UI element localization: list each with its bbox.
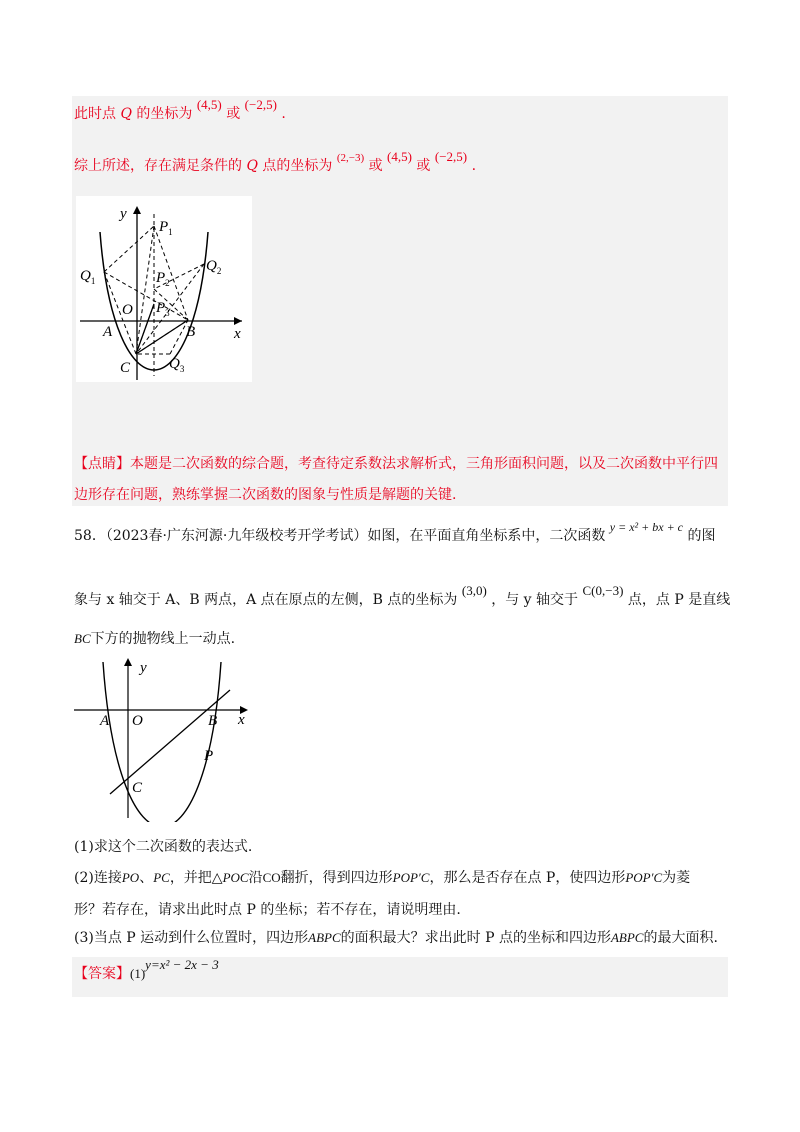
segment-name: PO: [121, 870, 140, 885]
quadrilateral-name: POP′C: [392, 870, 430, 885]
part-text: 的最大面积.: [643, 930, 718, 946]
label-P1: $P_1$: [159, 219, 173, 237]
comment-line-2: [74, 485, 456, 505]
question-text: 58．（2023春·广东河源·九年级校考开学考试）如图，在平面直角坐标系中，二次函数: [74, 528, 606, 544]
part-text: ，并把△: [169, 870, 223, 886]
segment-name: PC: [153, 870, 170, 885]
answer-number: (1): [130, 966, 146, 981]
y-axis-label: y: [140, 660, 147, 676]
part-3: [74, 928, 718, 948]
triangle-name: POC: [222, 870, 249, 885]
label-O: O: [122, 302, 133, 318]
label-Q2: $Q_2$: [206, 258, 222, 276]
label-C: C: [120, 360, 131, 376]
part-text: 为菱: [662, 870, 691, 886]
text-segment: .: [281, 106, 286, 122]
label-P2: $P_2$: [156, 270, 170, 288]
figure-1-svg: [76, 196, 252, 382]
coordinate: C(0,−3): [582, 583, 624, 598]
figure-parabola-parallelograms: [76, 196, 252, 382]
y-axis-label: y: [120, 206, 127, 222]
label-P: P: [204, 748, 214, 764]
text-segment: 点的坐标为: [262, 158, 333, 174]
coordinate: (3,0): [461, 583, 487, 598]
question-text: 的图: [687, 528, 716, 544]
label-B: B: [186, 324, 196, 340]
figure-2-svg: [70, 652, 260, 822]
solution-line-1: [74, 97, 286, 124]
answer-tag: 【答案】: [74, 966, 130, 982]
quadrilateral-name: ABPC: [308, 930, 341, 945]
coordinate: (−2,5): [244, 97, 277, 112]
label-B: B: [208, 713, 218, 729]
point-name: Q: [246, 158, 258, 174]
question-text: 点，点 P 是直线: [627, 592, 731, 608]
figure-parabola-line-bc: [70, 652, 260, 822]
question-line-1: [74, 520, 716, 546]
answer-expression: y=x² − 2x − 3: [145, 957, 219, 972]
part-text: 翻折，得到四边形: [280, 870, 393, 886]
label-O: O: [132, 713, 143, 729]
x-axis-label: x: [234, 326, 241, 342]
label-C: C: [132, 780, 143, 796]
x-axis-label: x: [238, 712, 245, 728]
text-segment: 此时点: [74, 106, 116, 122]
label-Q3: $Q_3$: [169, 356, 185, 374]
text-segment: 综上所述，存在满足条件的: [74, 158, 242, 174]
point-name: Q: [120, 106, 132, 122]
question-line-3: [74, 629, 235, 649]
text-segment: 的坐标为: [136, 106, 193, 122]
coordinate: (−2,5): [434, 149, 468, 164]
label-A: A: [103, 324, 113, 340]
part-2-line-1: [74, 868, 690, 888]
answer-line: [74, 957, 219, 984]
coordinate: (2,−3): [336, 152, 365, 164]
part-text: (1)求这个二次函数的表达式.: [74, 839, 253, 855]
label-P3: $P_3$: [156, 300, 170, 318]
question-line-2: [74, 583, 731, 610]
question-text: 下方的抛物线上一动点.: [90, 631, 236, 647]
text-segment: 或: [416, 158, 431, 174]
segment-name: BC: [74, 631, 91, 646]
quadrilateral-name: ABPC: [610, 930, 644, 945]
part-1: [74, 837, 252, 857]
function-expression: y = x² + bx + c: [609, 520, 683, 534]
label-Q1: $Q_1$: [80, 268, 96, 286]
part-text: 、: [139, 870, 154, 886]
part-text: 沿: [248, 870, 263, 886]
part-text: 形？若存在，请求出此时点 P 的坐标；若不存在，请说明理由.: [74, 902, 461, 918]
quadrilateral-name: POP′C: [625, 870, 663, 885]
comment-text: 边形存在问题，熟练掌握二次函数的图象与性质是解题的关键.: [74, 487, 457, 503]
part-text: 的面积最大？求出此时 P 点的坐标和四边形: [340, 930, 611, 946]
segment-name: CO: [262, 870, 281, 885]
part-text: (3)当点 P 运动到什么位置时，四边形: [74, 930, 309, 946]
solution-line-2: [74, 149, 477, 177]
comment-text: 本题是二次函数的综合题，考查待定系数法求解析式，三角形面积问题，以及二次函数中平行四: [130, 456, 718, 472]
text-segment: 或: [226, 106, 241, 122]
part-text: ，那么是否存在点 P，使四边形: [429, 870, 626, 886]
comment-tag: 【点睛】: [74, 456, 130, 472]
label-A: A: [100, 713, 110, 729]
text-segment: 或: [368, 158, 383, 174]
question-text: ，与 y 轴交于: [491, 592, 579, 608]
text-segment: .: [471, 158, 477, 174]
comment-line-1: [74, 454, 718, 474]
coordinate: (4,5): [387, 149, 412, 164]
question-text: 象与 x 轴交于 A、B 两点，A 点在原点的左侧，B 点的坐标为: [74, 592, 458, 608]
coordinate: (4,5): [196, 97, 222, 112]
part-text: (2)连接: [74, 870, 122, 886]
part-2-line-2: [74, 900, 461, 920]
